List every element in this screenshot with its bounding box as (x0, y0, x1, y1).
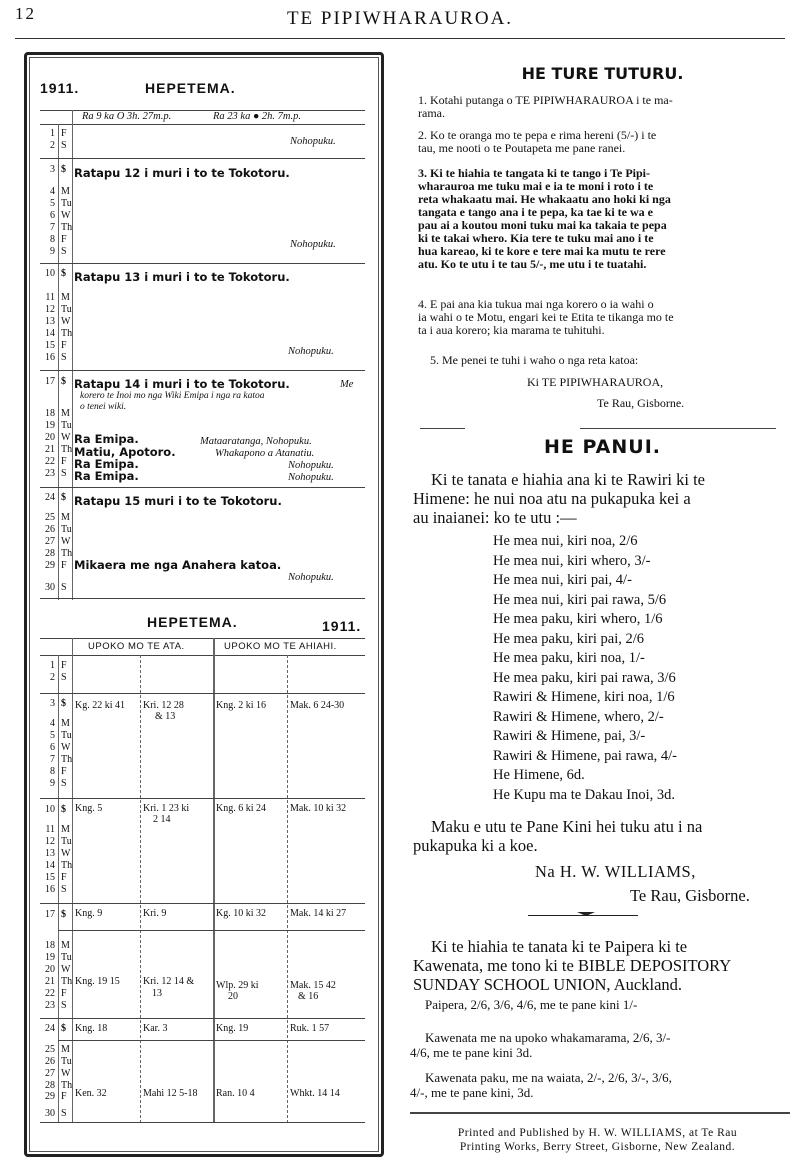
weekday-letter: Th (61, 1080, 73, 1091)
text-line: 3. Ki te hiahia te tangata ki te tango i Te Pipi- (418, 166, 651, 180)
lesson-cell: Kng. 5 (75, 803, 103, 814)
rule (410, 1112, 790, 1114)
event-note: Me (340, 379, 354, 390)
day-number: 29 (45, 1091, 55, 1102)
day-number: 10 (45, 804, 55, 815)
text-line: ia wahi o te Motu, engari kei te Etita te tikanga mo te (418, 310, 674, 324)
day-number: 3 (50, 164, 55, 175)
ture-para-5: 5. Me penei te tuhi i waho o nga reta katoa: (430, 353, 639, 367)
weekday-letter: $ (61, 376, 66, 387)
fast-note: Nohopuku. (288, 346, 334, 357)
fast-note: Nohopuku. (290, 239, 336, 250)
weekday-letter: S (61, 778, 67, 789)
day-number: 21 (45, 976, 55, 987)
weekday-letter: Th (61, 754, 73, 765)
panui-title: HE PANUI. (544, 436, 661, 458)
day-number: 6 (50, 210, 55, 221)
weekday-letter: Tu (61, 524, 72, 535)
text-line: wharauroa me tuku mai e ia te moni i roto i te (418, 179, 654, 193)
day-number: 2 (50, 140, 55, 151)
text-line: Kawenata, me tono ki te BIBLE DEPOSITORY (413, 956, 732, 975)
lesson-cell: Kg. 10 ki 32 (216, 908, 266, 919)
weekday-letter: $ (61, 909, 66, 920)
day-number: 4 (50, 186, 55, 197)
signature-place: Te Rau, Gisborne. (630, 886, 750, 905)
weekday-letter: Tu (61, 730, 72, 741)
day-number: 2 (50, 672, 55, 683)
price-item: Rawiri & Himene, pai, 3/- (493, 728, 646, 744)
weekday-letter: M (61, 940, 70, 951)
lesson-cell: Kng. 2 ki 16 (216, 700, 266, 711)
text-line: pukapuka ki a koe. (413, 836, 538, 855)
lesson-cell: 20 (228, 991, 238, 1002)
ture-para-1 (418, 94, 793, 120)
price-item: He mea nui, kiri pai, 4/- (493, 572, 632, 588)
weekday-letter: W (61, 432, 71, 443)
divider (40, 655, 365, 656)
weekday-letter: M (61, 408, 70, 419)
day-number: 20 (45, 432, 55, 443)
day-number: 7 (50, 222, 55, 233)
price-item: He mea paku, kiri pai rawa, 3/6 (493, 669, 676, 686)
day-number: 12 (45, 836, 55, 847)
weekday-letter: Tu (61, 198, 72, 209)
weekday-letter: $ (61, 1023, 66, 1034)
event-ratapu-13: Ratapu 13 i muri i to te Tokotoru. (74, 270, 290, 284)
text-line: Maku e utu te Pane Kini hei tuku atu i na (431, 817, 703, 836)
paipera-line-2 (410, 1030, 795, 1060)
text-line: Kawenata paku, me na waiata, 2/-, 2/6, 3/-, 3/6, (425, 1070, 672, 1085)
day-number: 25 (45, 1044, 55, 1055)
day-number: 9 (50, 246, 55, 257)
weekday-letter: Th (61, 444, 73, 455)
day-number: 12 (45, 304, 55, 315)
day-number: 13 (45, 848, 55, 859)
weekday-letter: W (61, 210, 71, 221)
calendar-month: HEPETEMA. (145, 80, 236, 96)
event-mikaera: Mikaera me nga Anahera katoa. (74, 558, 282, 572)
signature-name: Na H. W. WILLIAMS, (535, 862, 696, 881)
weekday-letter: S (61, 1108, 67, 1119)
weekday-letter: W (61, 848, 71, 859)
price-item: He mea paku, kiri noa, 1/- (493, 650, 645, 666)
day-number: 19 (45, 420, 55, 431)
day-number: 20 (45, 964, 55, 975)
weekday-letter: Tu (61, 952, 72, 963)
day-number: 13 (45, 316, 55, 327)
day-number: 10 (45, 268, 55, 279)
week-divider (40, 487, 365, 488)
text-line: 2. Ko te oranga mo te pepa e rima hereni (5/-) i te (418, 128, 657, 142)
day-number: 5 (50, 198, 55, 209)
lesson-cell: Kng. 6 ki 24 (216, 803, 266, 814)
text-line: 4. E pai ana kia tukua mai nga korero o ia wahi o (418, 297, 654, 311)
price-item: He mea paku, kiri pai, 2/6 (493, 630, 644, 647)
divider (40, 124, 365, 125)
lesson-cell: Wlp. 29 ki (216, 980, 259, 991)
day-number: 15 (45, 872, 55, 883)
text-line: rama. (418, 106, 445, 120)
day-column-rule (72, 110, 73, 600)
weekday-letter: S (61, 672, 67, 683)
text-line: Ki te tanata e hiahia ana ki te Rawiri ki te (431, 470, 705, 489)
table-rule (72, 638, 73, 1123)
event-note: korero te Inoi mo nga Wiki Emipa i nga ra katoa (80, 391, 265, 401)
weekday-letter: M (61, 1044, 70, 1055)
fast-note: Nohopuku. (290, 136, 336, 147)
divider (40, 638, 365, 639)
weekday-letter: Tu (61, 836, 72, 847)
event-note: o tenei wiki. (80, 402, 127, 412)
lesson-cell: Kng. 9 (75, 908, 103, 919)
day-number: 11 (45, 292, 55, 303)
weekday-letter: $ (61, 698, 66, 709)
day-number: 7 (50, 754, 55, 765)
price-item: He mea nui, kiri whero, 3/- (493, 552, 651, 569)
week-divider (40, 903, 365, 904)
price-list (493, 532, 677, 805)
lesson-cell: Whkt. 14 14 (290, 1088, 340, 1099)
day-number: 21 (45, 444, 55, 455)
day-number: 11 (45, 824, 55, 835)
day-number: 24 (45, 492, 55, 503)
day-number: 14 (45, 860, 55, 871)
day-number: 22 (45, 456, 55, 467)
event-matiu: Matiu, Apotoro. (74, 445, 176, 459)
day-number: 29 (45, 560, 55, 571)
text-line: tau, me nooti o te Poutapeta me pane ranei. (418, 141, 626, 155)
day-number: 3 (50, 698, 55, 709)
day-number: 30 (45, 582, 55, 593)
lectionary-year: 1911. (322, 618, 362, 634)
table-rule (58, 655, 59, 1123)
day-number: 27 (45, 536, 55, 547)
price-item: He mea paku, kiri whero, 1/6 (493, 611, 663, 627)
lesson-cell: Ran. 10 4 (216, 1088, 255, 1099)
event-note: Whakapono a Atanatiu. (215, 448, 315, 459)
day-number: 18 (45, 940, 55, 951)
lesson-cell: Mahi 12 5-18 (143, 1088, 198, 1099)
weekday-letter: $ (61, 164, 66, 175)
event-ra-emipa: Ra Emipa. (74, 432, 139, 446)
weekday-letter: S (61, 884, 67, 895)
row-divider (58, 1040, 365, 1041)
text-line: atu. Ko te utu i te tau 5/-, me utu i te tuatahi. (418, 257, 647, 271)
text-line: SUNDAY SCHOOL UNION, Auckland. (413, 975, 683, 994)
weekday-letter: $ (61, 492, 66, 503)
weekday-letter: Tu (61, 420, 72, 431)
weekday-letter: M (61, 292, 70, 303)
text-line: pau ai a koutou moni tuku mai ka takaia te pepa (418, 218, 667, 232)
rule (420, 428, 465, 429)
day-number: 1 (50, 660, 55, 671)
weekday-letter: Th (61, 548, 73, 559)
col-evening: UPOKO MO TE AHIAHI. (224, 641, 337, 652)
weekday-letter: S (61, 140, 67, 151)
text-line: Ki te hiahia te tanata ki te Paipera ki te (431, 937, 688, 956)
divider (40, 598, 365, 599)
week-divider (40, 798, 365, 799)
day-number: 23 (45, 468, 55, 479)
paipera-line-3 (410, 1070, 795, 1100)
lesson-cell: Kri. 12 14 & (143, 976, 195, 987)
event-note: Mataaratanga, Nohopuku. (200, 436, 312, 447)
price-item: He Kupu ma te Dakau Inoi, 3d. (493, 786, 676, 803)
lesson-cell: Mak. 6 24-30 (290, 700, 345, 711)
event-ratapu-12: Ratapu 12 i muri i to te Tokotoru. (74, 166, 290, 180)
weekday-letter: M (61, 718, 70, 729)
day-number: 26 (45, 524, 55, 535)
day-number: 16 (45, 884, 55, 895)
week-divider (40, 1018, 365, 1019)
week-divider (40, 370, 365, 371)
weekday-letter: W (61, 964, 71, 975)
weekday-letter: S (61, 246, 67, 257)
week-divider (40, 158, 365, 159)
imprint (405, 1126, 790, 1154)
weekday-letter: F (61, 1091, 67, 1102)
weekday-letter: M (61, 186, 70, 197)
weekday-letter: Tu (61, 1056, 72, 1067)
fast-note: Nohopuku. (288, 572, 334, 583)
weekday-letter: F (61, 456, 67, 467)
weekday-letter: W (61, 1068, 71, 1079)
lesson-cell: Mak. 14 ki 27 (290, 908, 347, 919)
weekday-letter: $ (61, 804, 66, 815)
day-number: 14 (45, 328, 55, 339)
day-number: 1 (50, 128, 55, 139)
event-ratapu-14: Ratapu 14 i muri i to te Tokotoru. (74, 377, 290, 391)
weekday-letter: F (61, 128, 67, 139)
event-ratapu-15: Ratapu 15 muri i to te Tokotoru. (74, 494, 282, 508)
weekday-letter: $ (61, 268, 66, 279)
lesson-cell: Kri. 9 (143, 908, 167, 919)
ture-title: HE TURE TUTURU. (521, 64, 684, 83)
day-number: 15 (45, 340, 55, 351)
price-item: He mea nui, kiri noa, 2/6 (493, 533, 638, 549)
day-number: 8 (50, 234, 55, 245)
lesson-cell: Mak. 10 ki 32 (290, 803, 347, 814)
lesson-cell: Ruk. 1 57 (290, 1023, 330, 1034)
ture-para-4 (418, 298, 793, 337)
row-divider (58, 930, 365, 931)
day-number: 28 (45, 1080, 55, 1091)
table-rule (213, 638, 215, 1123)
weekday-letter: F (61, 660, 67, 671)
week-divider (40, 263, 365, 264)
weekday-letter: Th (61, 222, 73, 233)
price-item: Rawiri & Himene, kiri noa, 1/6 (493, 689, 675, 705)
price-item: Rawiri & Himene, whero, 2/- (493, 708, 664, 725)
text-line: Kawenata me na upoko whakamarama, 2/6, 3/- (425, 1030, 671, 1045)
text-line: 4/6, me te pane kini 3d. (410, 1045, 533, 1060)
top-rule (15, 38, 785, 39)
day-number: 17 (45, 376, 55, 387)
day-number: 6 (50, 742, 55, 753)
lectionary-month: HEPETEMA. (147, 614, 238, 630)
address-line-1: Ki TE PIPIWHARAUROA, (527, 375, 664, 389)
text-line: tangata e tango ana i te pepa, ka tae ki te wa e (418, 205, 653, 219)
day-number: 30 (45, 1108, 55, 1119)
lesson-cell: Kng. 19 (216, 1023, 249, 1034)
lesson-cell: Ken. 32 (75, 1088, 107, 1099)
panui-post (413, 817, 793, 855)
text-line: reta whakaatu mai. He whakaatu ano hoki ki nga (418, 192, 671, 206)
ture-para-2 (418, 129, 793, 155)
day-number: 22 (45, 988, 55, 999)
weekday-letter: F (61, 234, 67, 245)
weekday-letter: F (61, 340, 67, 351)
weekday-letter: S (61, 352, 67, 363)
lesson-cell: Kri. 12 28 (143, 700, 184, 711)
weekday-letter: F (61, 872, 67, 883)
lesson-cell: Kri. 1 23 ki (143, 803, 190, 814)
weekday-letter: F (61, 766, 67, 777)
day-number: 25 (45, 512, 55, 523)
weekday-letter: S (61, 1000, 67, 1011)
weekday-letter: M (61, 512, 70, 523)
fast-note: Nohopuku. (288, 472, 334, 483)
moon-phase-first: Ra 9 ka O 3h. 27m.p. (82, 111, 172, 122)
weekday-letter: Th (61, 860, 73, 871)
lesson-cell: 2 14 (153, 814, 171, 825)
lesson-cell: Mak. 15 42 (290, 980, 336, 991)
weekday-letter: S (61, 582, 67, 593)
weekday-letter: Th (61, 328, 73, 339)
text-line: Himene: he nui noa atu na pukapuka kei a (413, 489, 691, 508)
divider (40, 1122, 365, 1123)
day-number: 5 (50, 730, 55, 741)
lesson-cell: & 13 (155, 711, 176, 722)
day-number: 24 (45, 1023, 55, 1034)
lesson-cell: Kg. 22 ki 41 (75, 700, 125, 711)
day-number: 28 (45, 548, 55, 559)
day-column-rule (58, 124, 59, 600)
text-line: Printing Works, Berry Street, Gisborne, New Zealand. (459, 1141, 736, 1153)
weekday-letter: W (61, 536, 71, 547)
week-divider (40, 693, 365, 694)
text-line: ta i aua korero; kia marama te tuhituhi. (418, 323, 605, 337)
text-line: ki te takai whero. Kia tere te tuku mai ano i te (418, 231, 654, 245)
table-rule (287, 655, 288, 1123)
lesson-cell: & 16 (298, 991, 319, 1002)
ture-para-3 (418, 167, 793, 271)
text-line: Printed and Published by H. W. WILLIAMS, at Te Rau (457, 1127, 738, 1139)
text-line: 1. Kotahi putanga o TE PIPIWHARAUROA i te ma- (418, 93, 673, 107)
text-line: 4/-, me te pane kini, 3d. (410, 1085, 534, 1100)
rule (580, 428, 776, 429)
day-number: 23 (45, 1000, 55, 1011)
paipera-intro (413, 937, 793, 994)
day-number: 8 (50, 766, 55, 777)
table-rule (140, 655, 141, 1123)
weekday-letter: S (61, 468, 67, 479)
weekday-letter: F (61, 988, 67, 999)
day-number: 17 (45, 909, 55, 920)
weekday-letter: Tu (61, 304, 72, 315)
price-item: Rawiri & Himene, pai rawa, 4/- (493, 747, 678, 764)
ornament-diamond (577, 912, 595, 916)
paipera-line-1: Paipera, 2/6, 3/6, 4/6, me te pane kini 1/- (425, 997, 638, 1012)
fast-note: Nohopuku. (288, 460, 334, 471)
weekday-letter: F (61, 560, 67, 571)
lesson-cell: Kar. 3 (143, 1023, 168, 1034)
day-number: 16 (45, 352, 55, 363)
calendar-year: 1911. (40, 80, 80, 96)
price-item: He Himene, 6d. (493, 767, 585, 783)
price-item: He mea nui, kiri pai rawa, 5/6 (493, 591, 667, 608)
day-number: 18 (45, 408, 55, 419)
weekday-letter: W (61, 742, 71, 753)
page-number: 12 (15, 4, 36, 23)
text-line: hua kareao, ki te kore e tere mai ka mutu te rere (418, 244, 666, 258)
event-ra-emipa: Ra Emipa. (74, 469, 139, 483)
running-title: TE PIPIWHARAUROA. (286, 8, 514, 29)
col-morning: UPOKO MO TE ATA. (88, 641, 185, 652)
lesson-cell: Kng. 18 (75, 1023, 108, 1034)
panui-intro (413, 470, 793, 527)
day-number: 26 (45, 1056, 55, 1067)
event-ra-emipa: Ra Emipa. (74, 457, 139, 471)
day-number: 27 (45, 1068, 55, 1079)
lesson-cell: 13 (152, 988, 162, 999)
lesson-cell: Kng. 19 15 (75, 976, 120, 987)
day-number: 4 (50, 718, 55, 729)
weekday-letter: W (61, 316, 71, 327)
moon-phase-new: Ra 23 ka ● 2h. 7m.p. (213, 111, 301, 122)
text-line: au inaianei: ko te utu :— (413, 508, 577, 527)
address-line-2: Te Rau, Gisborne. (597, 396, 685, 410)
weekday-letter: Th (61, 976, 73, 987)
weekday-letter: M (61, 824, 70, 835)
day-number: 19 (45, 952, 55, 963)
day-number: 9 (50, 778, 55, 789)
